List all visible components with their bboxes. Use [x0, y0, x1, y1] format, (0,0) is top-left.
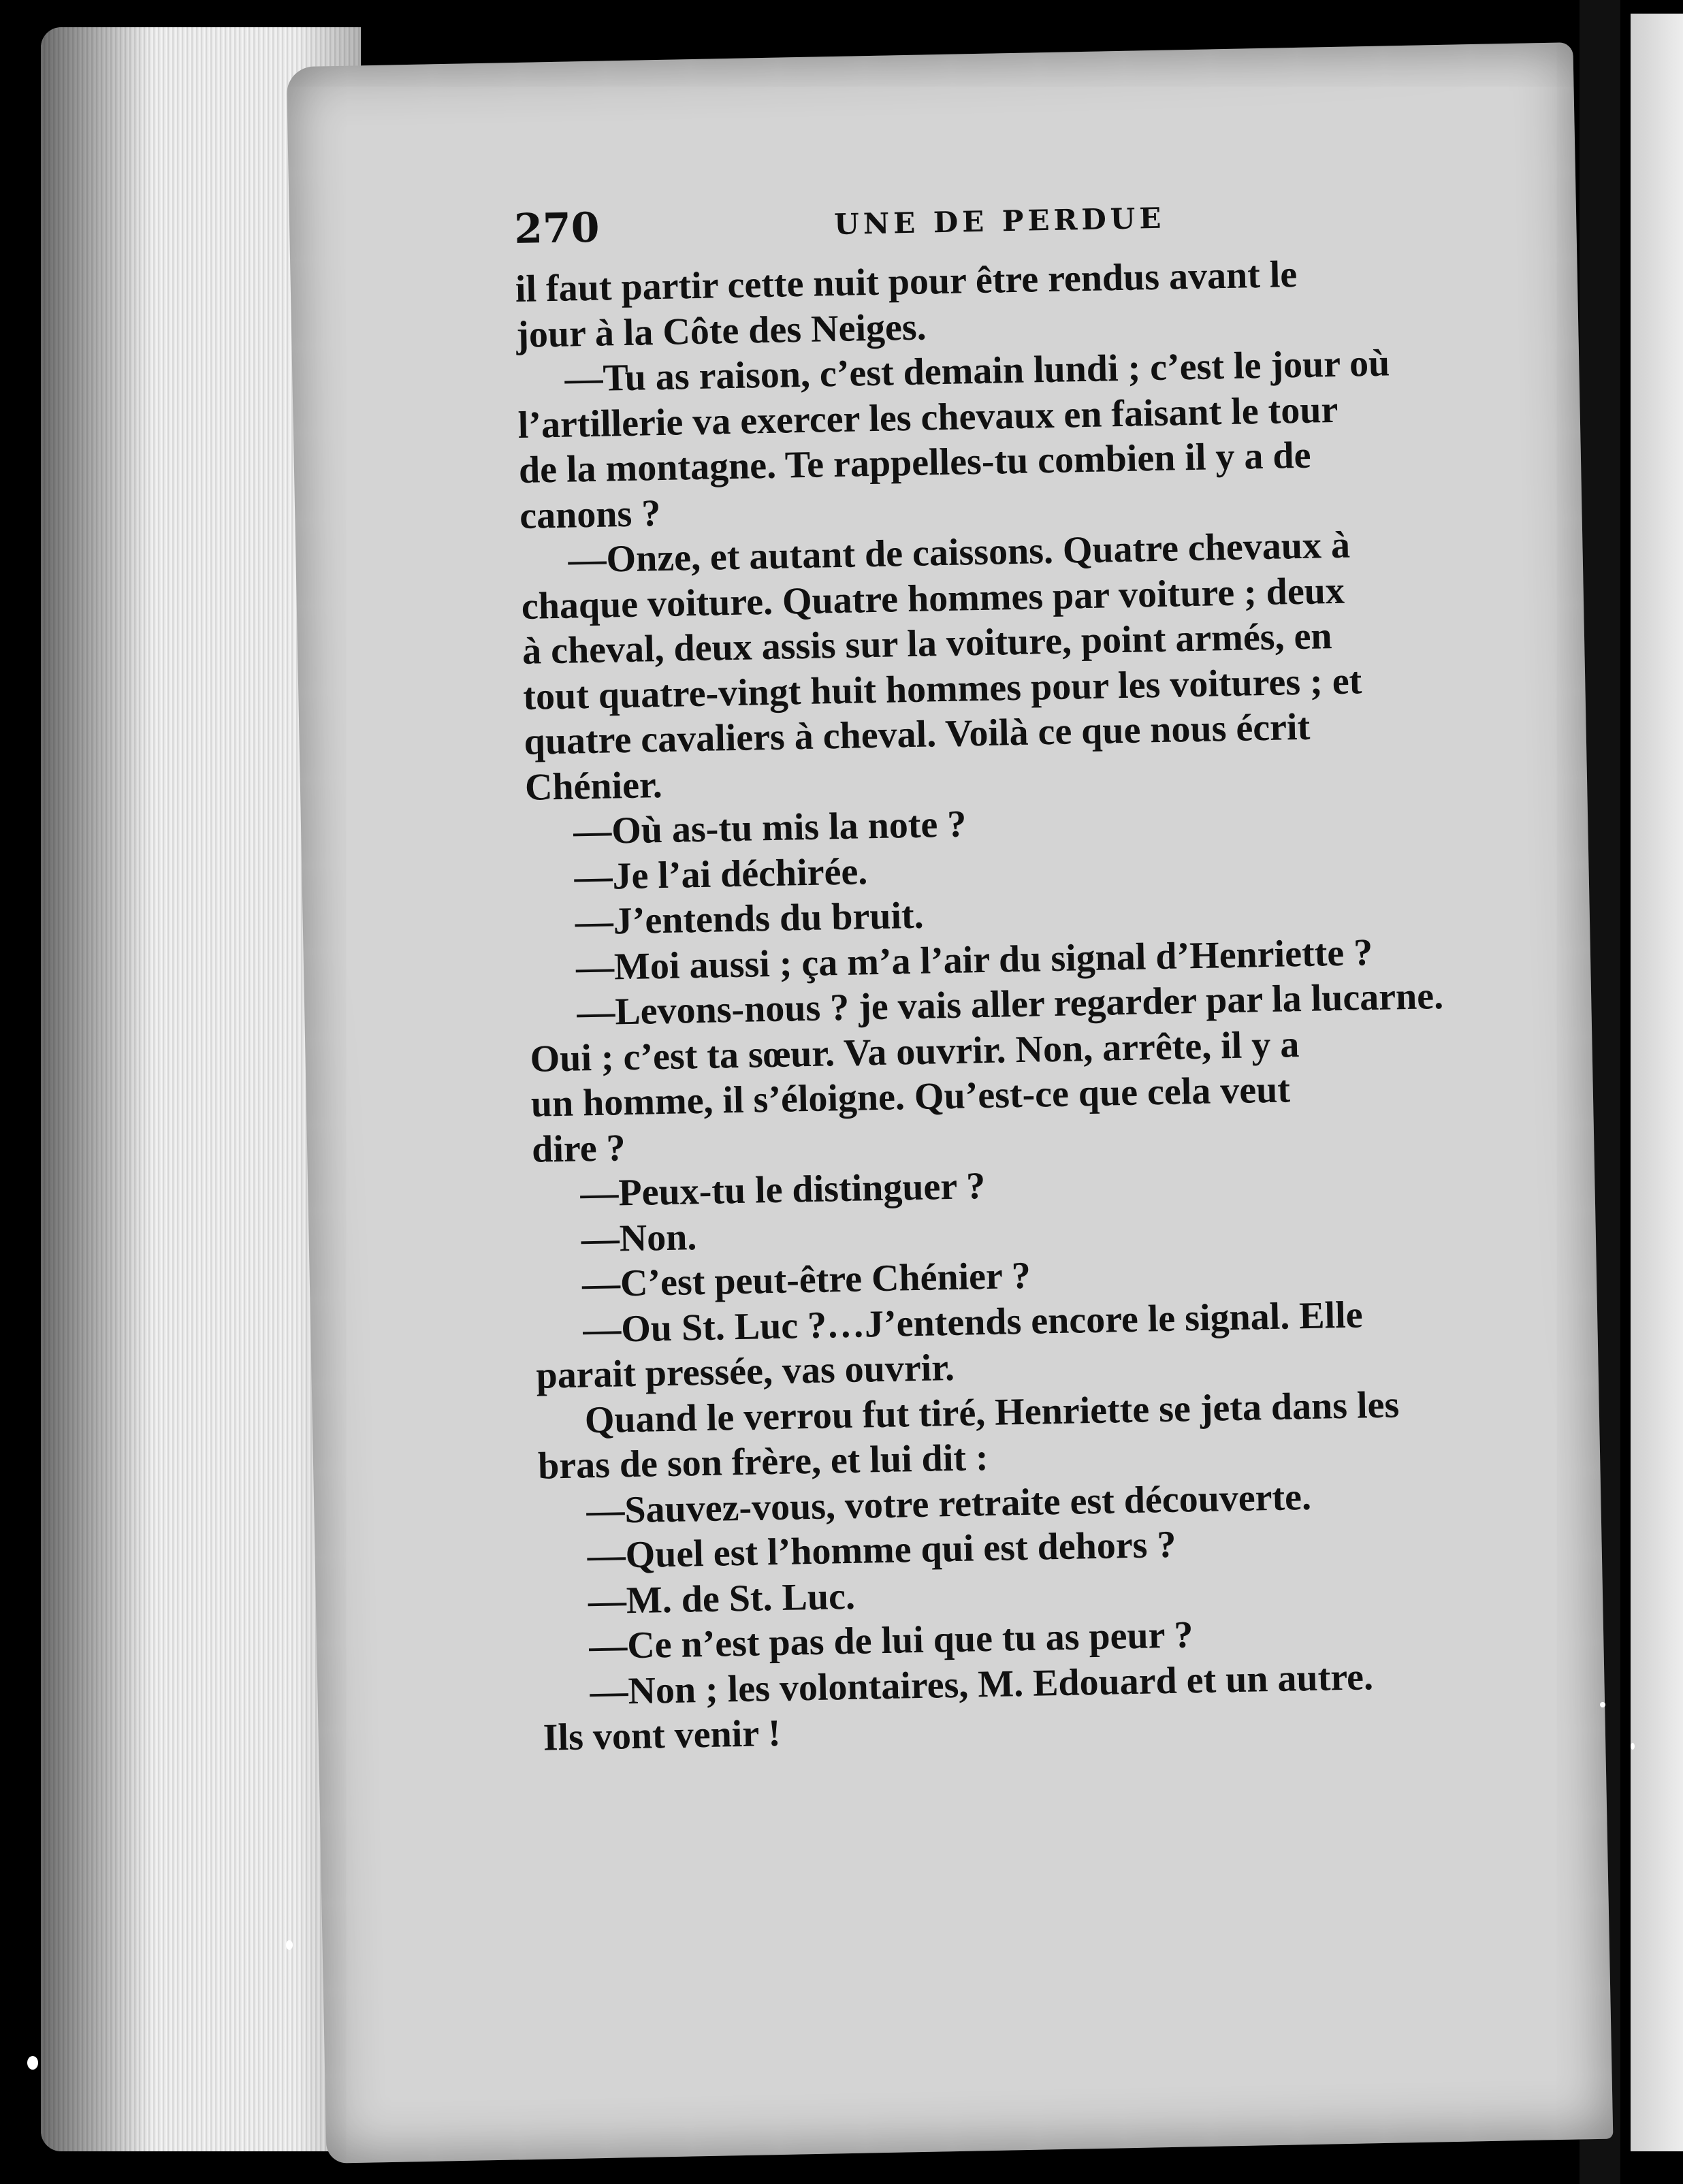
text-line: il faut partir cette nuit pour être rendus avant le [515, 253, 1298, 311]
page-body-text [515, 248, 1524, 1761]
text-line: l’artillerie va exercer les chevaux en faisant le tour [517, 388, 1339, 447]
text-line: dire ? [531, 1126, 626, 1171]
running-head: UNE DE PERDUE [833, 201, 1166, 242]
scan-speck [27, 2056, 38, 2070]
text-line: Oui ; c’est ta sœur. Va ouvrir. Non, arrête, il y a [530, 1023, 1300, 1080]
text-line: —Levons-nous ? je vais aller regarder par la lucarne. [576, 975, 1444, 1034]
text-line: un homme, il s’éloigne. Qu’est-ce que cela veut [530, 1068, 1291, 1125]
next-page-edge [1631, 14, 1683, 2151]
text-line: —Où as-tu mis la note ? [573, 803, 967, 853]
text-line: quatre cavaliers à cheval. Voilà ce que nous écrit [524, 705, 1311, 763]
text-line: Chénier. [524, 763, 663, 809]
text-line: —Moi aussi ; ça m’a l’air du signal d’Henriette ? [575, 931, 1373, 989]
scan-speck [1631, 1743, 1635, 1750]
text-line: —Sauvez-vous, votre retraite est découverte. [586, 1475, 1312, 1532]
text-line: —Je l’ai déchirée. [573, 850, 868, 899]
text-line: —Ce n’est pas de lui que tu as peur ? [588, 1613, 1193, 1668]
text-line: —Non. [581, 1215, 697, 1260]
text-line: —Tu as raison, c’est demain lundi ; c’est le jour où [564, 342, 1390, 400]
scan-speck [1600, 1702, 1605, 1707]
text-line: Ils vont venir ! [543, 1712, 782, 1759]
text-line: —Peux-tu le distinguer ? [579, 1165, 986, 1215]
text-line: de la montagne. Te rappelles-tu combien il y a de [518, 434, 1312, 492]
scan-speck [286, 1940, 293, 1950]
text-line: bras de son frère, et lui dit : [537, 1436, 989, 1488]
text-line: —Ou St. Luc ?…J’entends encore le signal. Elle [582, 1293, 1364, 1351]
text-line: —Non ; les volontaires, M. Edouard et un autre. [589, 1655, 1374, 1713]
page-number: 270 [513, 204, 600, 254]
text-line: chaque voiture. Quatre hommes par voiture ; deux [521, 569, 1345, 628]
text-line: —C’est peut-être Chénier ? [581, 1254, 1031, 1306]
text-line: à cheval, deux assis sur la voiture, point armés, en [522, 615, 1333, 673]
text-line: parait pressée, vas ouvrir. [535, 1346, 955, 1397]
text-line: jour à la Côte des Neiges. [515, 305, 927, 356]
text-line: Quand le verrou fut tiré, Henriette se jeta dans les [584, 1383, 1400, 1441]
text-line: tout quatre-vingt huit hommes pour les voitures ; et [522, 659, 1362, 718]
text-line: —J’entends du bruit. [575, 894, 925, 944]
book-page [287, 42, 1614, 2164]
text-line: —M. de St. Luc. [588, 1575, 856, 1622]
text-line: —Quel est l’homme qui est dehors ? [587, 1523, 1176, 1577]
text-line: canons ? [519, 492, 661, 537]
text-line: —Onze, et autant de caissons. Quatre chevaux à [567, 524, 1351, 581]
